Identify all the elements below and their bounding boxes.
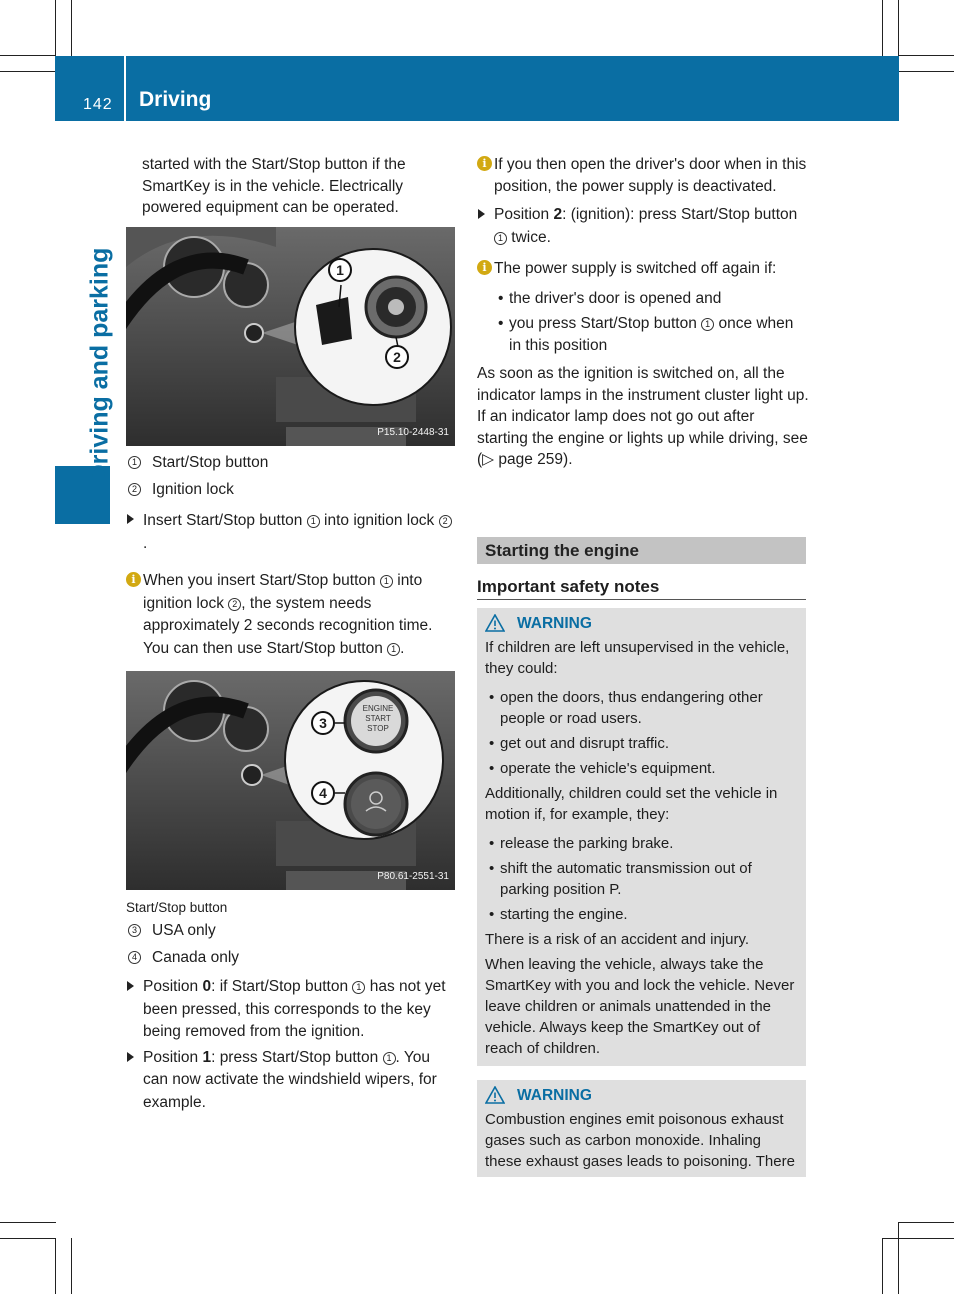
ref-number: 2 [439, 515, 452, 528]
info-icon: i [477, 156, 492, 171]
step-text: Position [494, 206, 554, 223]
warning-title [485, 611, 799, 637]
list-item: • open the doors, thus endangering other people or road users. [485, 687, 799, 729]
instruction-step [477, 204, 809, 249]
warning-triangle-icon [485, 1086, 505, 1104]
legend-item [126, 947, 455, 969]
start-stop-photo [126, 227, 455, 446]
engine-start-stop-label [358, 704, 398, 734]
list-item: • release the parking brake. [485, 833, 799, 854]
info-text: If you then open the driver's door when in this position, the power supply is deactivated. [494, 156, 807, 195]
dashboard-illustration [126, 671, 455, 890]
crop-mark [55, 1238, 56, 1294]
step-arrow-icon [478, 209, 485, 219]
ref-number: 1 [701, 318, 714, 331]
list-item: • operate the vehicle's equipment. [485, 758, 799, 779]
legend-text: Start/Stop button [152, 454, 269, 471]
info-text: , the system needs approximately 2 seconds recognition time. You can then use Start/Stop button [143, 594, 433, 657]
legend-1 [126, 452, 455, 500]
list-text: you press Start/Stop button [509, 315, 702, 332]
warning-title [485, 1083, 799, 1109]
warning-text: There is a risk of an accident and injury. [485, 931, 750, 948]
header-divider [124, 56, 126, 121]
warning-text: If children are left unsupervised in the vehicle, they could: [485, 639, 790, 677]
crop-mark [882, 0, 883, 56]
list-item [494, 313, 809, 356]
info-text: The power supply is switched off again if: [494, 260, 777, 277]
position-number: 2 [553, 206, 563, 223]
info-note [477, 154, 809, 197]
ref-number: 1 [383, 1052, 396, 1065]
info-note [477, 258, 809, 280]
crop-mark [882, 1238, 883, 1294]
intro-paragraph: started with the Start/Stop button if the SmartKey is in the vehicle. Electrically powered equipment can be operated. [142, 156, 406, 216]
legend-number: 1 [128, 456, 141, 469]
step-insert [126, 509, 455, 555]
callout-4: 4 [311, 781, 335, 805]
power-off-list [477, 288, 809, 357]
ignition-paragraph: As soon as the ignition is switched on, all the indicator lamps in the instrument cluster light up. If an indicator lamp does not go out after starting the engine or lights up while driving, see (▷ page 259). [477, 365, 809, 468]
list-item: • get out and disrupt traffic. [485, 733, 799, 754]
legend-text: Ignition lock [152, 480, 234, 498]
crop-mark [71, 1238, 72, 1294]
button-text-line: ENGINE [362, 704, 394, 713]
dashboard-illustration [126, 227, 455, 446]
warning-label: WARNING [517, 615, 592, 632]
callout-3: 3 [311, 711, 335, 735]
step-text: : (ignition): press Start/Stop button [562, 206, 798, 223]
heading-text: Starting the engine [485, 541, 639, 560]
step-arrow-icon [127, 1052, 134, 1062]
button-text-line: STOP [367, 724, 389, 733]
ref-number: 1 [380, 575, 393, 588]
list-item: • starting the engine. [485, 904, 799, 925]
crop-mark [882, 1238, 954, 1239]
legend-text: USA only [152, 922, 216, 939]
info-text: . [400, 639, 405, 657]
warning-box-children [477, 608, 806, 1066]
legend-number: 3 [128, 924, 141, 937]
crop-mark [0, 1222, 56, 1223]
position-number: 0 [202, 978, 212, 995]
photo-code: P80.61-2551-31 [377, 870, 449, 882]
crop-mark [898, 0, 899, 56]
info-note [126, 570, 455, 660]
ref-number: 1 [387, 643, 400, 656]
start-stop-variants-photo [126, 671, 455, 890]
info-icon: i [126, 572, 141, 587]
position-number: 1 [202, 1048, 212, 1066]
legend-number: 2 [128, 483, 141, 496]
ref-number: 1 [307, 515, 320, 528]
page-number: 142 [83, 96, 113, 113]
crop-mark [898, 1222, 954, 1223]
step-arrow-icon [127, 514, 134, 524]
list-item: • shift the automatic transmission out of parking position P. [485, 858, 799, 900]
legend-item [126, 920, 455, 942]
callout-2: 2 [385, 345, 409, 369]
instruction-step [126, 509, 455, 555]
subheading: Important safety notes [477, 576, 806, 600]
crop-mark [0, 1238, 56, 1239]
crop-mark [0, 71, 56, 72]
info-icon: i [477, 260, 492, 275]
callout-1: 1 [328, 258, 352, 282]
crop-mark [55, 0, 56, 56]
warning-triangle-icon [485, 614, 505, 632]
instruction-step [126, 1047, 455, 1115]
warning-text: When leaving the vehicle, always take the SmartKey with you and lock the vehicle. Never leave children or animals unattended in the vehicle. Always keep the SmartKey out of reach of children. [485, 956, 795, 1057]
legend-number: 4 [128, 951, 141, 964]
ref-number: 2 [228, 598, 241, 611]
legend-text: Canada only [152, 948, 240, 966]
section-title: Driving [139, 88, 212, 111]
step-text: : if Start/Stop button [211, 978, 353, 995]
step-text: Position [143, 1048, 203, 1066]
button-text-line: START [365, 714, 391, 723]
warning-text: Combustion engines emit poisonous exhaust gases such as carbon monoxide. Inhaling these exhaust gases leads to poisoning. There [485, 1111, 795, 1170]
info-insert [126, 570, 455, 660]
crop-mark [898, 1222, 899, 1294]
instruction-step [126, 976, 455, 1044]
warning-text: Additionally, children could set the vehicle in motion if, for example, they: [485, 785, 778, 823]
step-text: . You can now activate the windshield wipers, for example. [143, 1048, 437, 1111]
crop-mark [898, 55, 954, 56]
crop-mark [898, 71, 954, 72]
ref-number: 1 [352, 981, 365, 994]
ref-number: 1 [494, 232, 507, 245]
right-top [477, 154, 809, 471]
info-text: into ignition lock [143, 572, 423, 612]
step-text: Insert Start/Stop button [143, 512, 307, 529]
step-text: into ignition lock [319, 512, 439, 529]
warning-label: WARNING [517, 1087, 592, 1104]
list-item: • the driver's door is opened and [494, 288, 809, 310]
step-text: twice. [507, 228, 551, 246]
section-heading [477, 537, 806, 564]
step-text: : press Start/Stop button [211, 1048, 383, 1066]
photo-code: P15.10-2448-31 [377, 426, 449, 438]
step-text: . [143, 535, 148, 552]
crop-mark [71, 0, 72, 56]
step-text: Position [143, 978, 203, 995]
list-text: once when in this position [509, 315, 794, 354]
left-intro [142, 154, 455, 219]
info-text: When you insert Start/Stop button [143, 572, 380, 589]
step-arrow-icon [127, 981, 134, 991]
step-text: has not yet been pressed, this corresponds to the key being removed from the ignition. [143, 978, 446, 1040]
position-steps [126, 976, 455, 1114]
crop-mark [0, 55, 56, 56]
warning-box-exhaust [477, 1080, 806, 1177]
legend-2 [126, 920, 455, 968]
legend-item [126, 452, 455, 474]
photo-caption: Start/Stop button [126, 900, 228, 915]
legend-item [126, 479, 455, 501]
